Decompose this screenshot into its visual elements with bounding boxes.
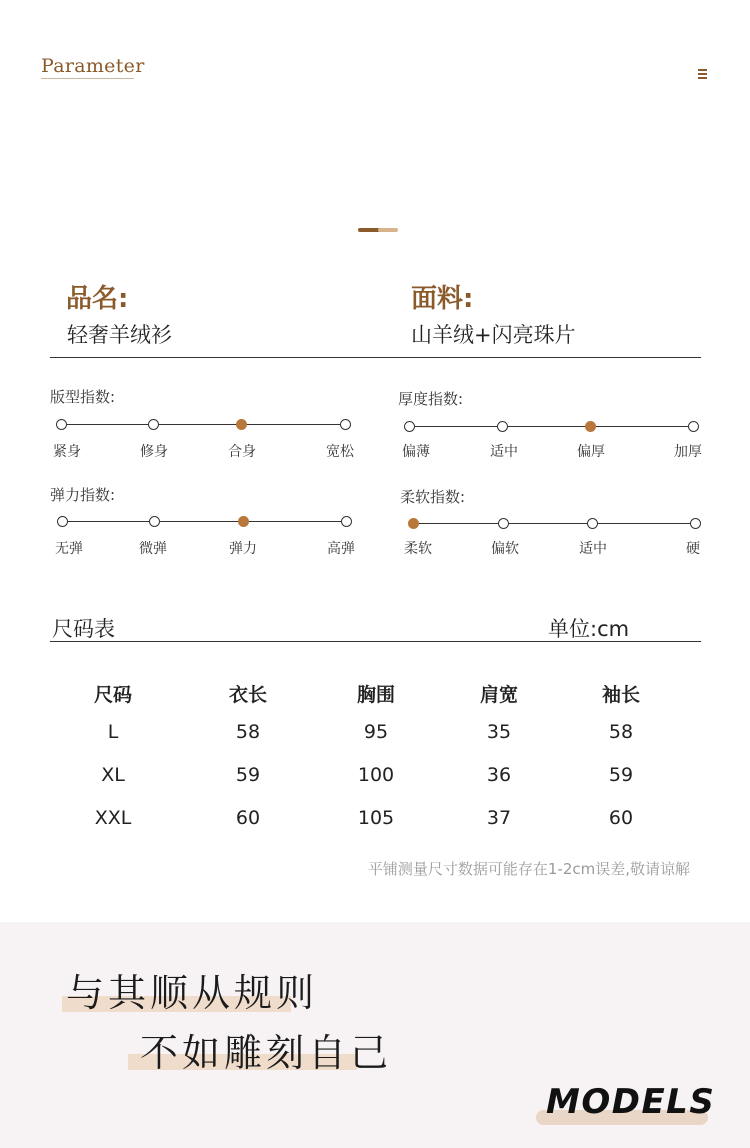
index-option-softness-3: 适中 (579, 541, 607, 557)
index-dot-softness-1[interactable] (408, 518, 419, 529)
index-dot-elasticity-2[interactable] (149, 516, 160, 527)
index-dot-softness-2[interactable] (498, 518, 509, 529)
table-header-length: 衣长 (228, 684, 267, 706)
table-cell: 59 (235, 764, 261, 786)
size-table-divider (50, 641, 701, 642)
index-dot-elasticity-1[interactable] (57, 516, 68, 527)
table-cell: XL (101, 764, 125, 786)
measurement-note: 平铺测量尺寸数据可能存在1-2cm误差,敬请谅解 (367, 860, 690, 878)
index-option-thickness-4: 加厚 (674, 444, 702, 460)
index-title-elasticity: 弹力指数: (50, 486, 116, 504)
table-cell: 37 (486, 807, 512, 829)
index-option-elasticity-3: 弹力 (229, 541, 257, 557)
index-dot-elasticity-4[interactable] (341, 516, 352, 527)
index-title-thickness: 厚度指数: (398, 390, 464, 408)
index-track-softness (413, 523, 695, 524)
table-cell: 100 (357, 764, 395, 786)
index-dot-fit-2[interactable] (148, 419, 159, 430)
info-divider (50, 357, 701, 358)
index-option-softness-2: 偏软 (491, 541, 519, 557)
slogan-line-2: 不如雕刻自己 (140, 1031, 393, 1075)
index-option-fit-1: 紧身 (53, 444, 81, 460)
index-dot-thickness-3[interactable] (585, 421, 596, 432)
table-cell: 95 (363, 721, 389, 743)
table-cell: 58 (608, 721, 634, 743)
index-option-thickness-2: 适中 (490, 444, 518, 460)
index-option-thickness-3: 偏厚 (577, 444, 605, 460)
index-dot-fit-1[interactable] (56, 419, 67, 430)
product-name-value: 轻奢羊绒衫 (67, 323, 172, 347)
table-header-size: 尺码 (93, 684, 132, 706)
title-underline (41, 78, 134, 79)
divider-accent-dark (358, 228, 380, 232)
size-table-title: 尺码表 (52, 617, 115, 641)
index-option-fit-4: 宽松 (326, 444, 354, 460)
fabric-title: 面料: (411, 284, 474, 314)
fabric-value: 山羊绒+闪亮珠片 (411, 323, 576, 347)
table-cell: XXL (94, 807, 132, 829)
index-dot-thickness-1[interactable] (404, 421, 415, 432)
index-dot-fit-4[interactable] (340, 419, 351, 430)
table-header-sleeve: 袖长 (601, 684, 640, 706)
product-name-title: 品名: (66, 284, 129, 314)
table-cell: 105 (357, 807, 395, 829)
index-track-thickness (409, 426, 694, 427)
table-cell: 60 (235, 807, 261, 829)
slogan-line-1: 与其顺从规则 (66, 971, 319, 1015)
index-option-elasticity-2: 微弹 (139, 541, 167, 557)
index-dot-thickness-2[interactable] (497, 421, 508, 432)
table-header-chest: 胸围 (356, 684, 395, 706)
index-track-fit (61, 424, 345, 425)
index-dot-thickness-4[interactable] (688, 421, 699, 432)
table-cell: 60 (608, 807, 634, 829)
index-track-elasticity (62, 521, 346, 522)
size-table-unit: 单位:cm (548, 617, 630, 641)
index-dot-softness-4[interactable] (690, 518, 701, 529)
index-title-fit: 版型指数: (50, 388, 116, 406)
menu-icon[interactable] (696, 68, 710, 82)
index-option-fit-2: 修身 (140, 444, 168, 460)
index-option-fit-3: 合身 (228, 444, 256, 460)
section-title: Parameter (41, 55, 145, 77)
table-cell: 59 (608, 764, 634, 786)
table-header-shoulder: 肩宽 (479, 684, 518, 706)
table-cell: L (107, 721, 119, 743)
index-title-softness: 柔软指数: (400, 488, 466, 506)
index-option-softness-4: 硬 (686, 541, 700, 557)
divider-accent-light (378, 228, 398, 232)
index-option-elasticity-4: 高弹 (327, 541, 355, 557)
table-cell: 35 (486, 721, 512, 743)
index-option-thickness-1: 偏薄 (402, 444, 430, 460)
models-heading: MODELS (546, 1082, 716, 1122)
index-option-elasticity-1: 无弹 (55, 541, 83, 557)
index-option-softness-1: 柔软 (404, 541, 432, 557)
index-dot-fit-3[interactable] (236, 419, 247, 430)
table-cell: 58 (235, 721, 261, 743)
index-dot-elasticity-3[interactable] (238, 516, 249, 527)
index-dot-softness-3[interactable] (587, 518, 598, 529)
table-cell: 36 (486, 764, 512, 786)
